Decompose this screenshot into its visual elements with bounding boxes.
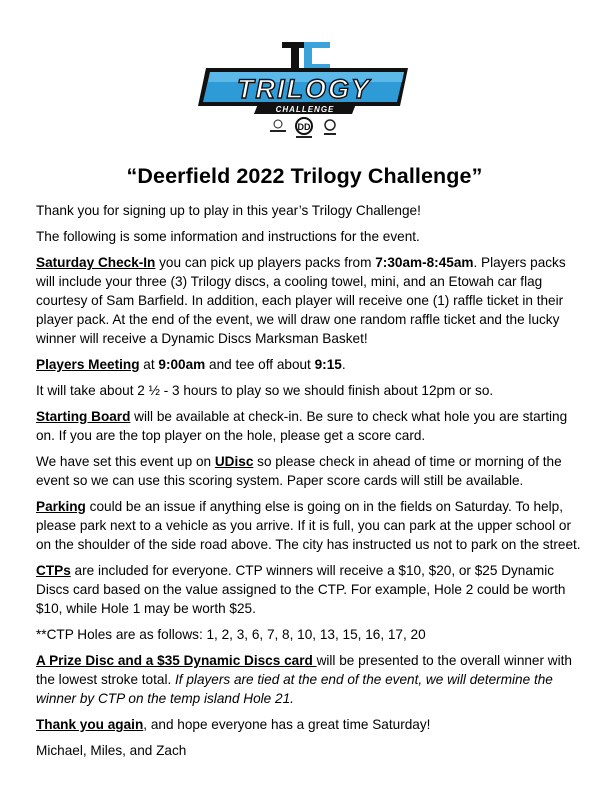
intro-line-1: Thank you for signing up to play in this year’s Trilogy Challenge! xyxy=(36,203,421,218)
thanks-heading: Thank you again xyxy=(36,717,144,732)
tc-monogram xyxy=(282,42,330,70)
udisc-heading: UDisc xyxy=(214,454,254,469)
parking-paragraph xyxy=(36,497,584,554)
ctp-holes-paragraph: **CTP Holes are as follows: 1, 2, 3, 6, 7, 8, 10, 13, 15, 16, 17, 20 xyxy=(36,627,426,642)
starting-board-heading: Starting Board xyxy=(36,409,131,424)
trilogy-challenge-logo xyxy=(196,40,418,147)
parking-text: could be an issue if anything else is going on in the fields on Saturday. To help, please park next to a vehicle as you arrive. If it is full, you can park at the upper school or on the shoulder of the side road above. The city has instructed us not to park on the street. xyxy=(36,499,581,552)
tee-off-time: 9:15 xyxy=(314,357,342,372)
prize-heading: A Prize Disc and a $35 Dynamic Discs card xyxy=(36,653,317,668)
ctps-heading: CTPs xyxy=(36,563,71,578)
letter-body xyxy=(36,201,584,767)
logo-wordmark: TRILOGY xyxy=(237,74,371,104)
starting-board-paragraph xyxy=(36,407,584,445)
meeting-text-3: . xyxy=(341,357,346,372)
thanks-paragraph xyxy=(36,715,584,734)
page-title: “Deerfield 2022 Trilogy Challenge” xyxy=(126,164,483,188)
starting-board-text: will be available at check-in. Be sure to check what hole you are starting on. If you are the top player on the hole, please get a score card. xyxy=(36,409,568,443)
svg-text:DD: DD xyxy=(297,122,311,132)
logo-tagline: CHALLENGE xyxy=(275,105,335,114)
checkin-paragraph xyxy=(36,253,584,348)
prize-tiebreak-note: If players are tied at the end of the event, we will determine the winner by CTP on the temp island Hole 21. xyxy=(36,672,553,706)
thanks-text: , and hope everyone has a great time Saturday! xyxy=(143,717,431,732)
udisc-text-1: We have set this event up on xyxy=(36,454,215,469)
parking-heading: Parking xyxy=(36,499,86,514)
signoff: Michael, Miles, and Zach xyxy=(36,743,187,758)
udisc-paragraph xyxy=(36,452,584,490)
checkin-text-1: you can pick up players packs from xyxy=(155,255,376,270)
checkin-text-2: . Players packs will include your three (3) Trilogy discs, a cooling towel, mini, and an Etowah car flag courtesy of Sam Barfield. In addition, each player will receive one (1) raffle ticket in their player pack. At the end of the event, we will draw one random raffle ticket and the lucky winner will receive a Dynamic Discs Marksman Basket! xyxy=(36,255,566,346)
meeting-text-1: at xyxy=(139,357,159,372)
sponsor-marks xyxy=(270,118,336,138)
meeting-time: 9:00am xyxy=(158,357,206,372)
ctps-text: are included for everyone. CTP winners will receive a $10, $20, or $25 Dynamic Discs card based on the value assigned to the CTP. For example, Hole 2 could be worth $10, while Hole 1 may be worth $25. xyxy=(36,563,566,616)
prize-paragraph xyxy=(36,651,584,708)
intro-line-2: The following is some information and instructions for the event. xyxy=(36,229,420,244)
logo-graphic xyxy=(196,40,418,147)
udisc-text-2: so please check in ahead of time or morning of the event so we can use this scoring system. Paper score cards will still be available. xyxy=(36,454,562,488)
prize-text: will be presented to the overall winner with the lowest stroke total. xyxy=(36,653,572,687)
checkin-time: 7:30am-8:45am xyxy=(375,255,474,270)
duration-paragraph: It will take about 2 ½ - 3 hours to play so we should finish about 12pm or so. xyxy=(36,383,494,398)
checkin-heading: Saturday Check-In xyxy=(36,255,156,270)
meeting-text-2: and tee off about xyxy=(205,357,315,372)
meeting-paragraph xyxy=(36,355,584,374)
meeting-heading: Players Meeting xyxy=(36,357,140,372)
ctps-paragraph xyxy=(36,561,584,618)
